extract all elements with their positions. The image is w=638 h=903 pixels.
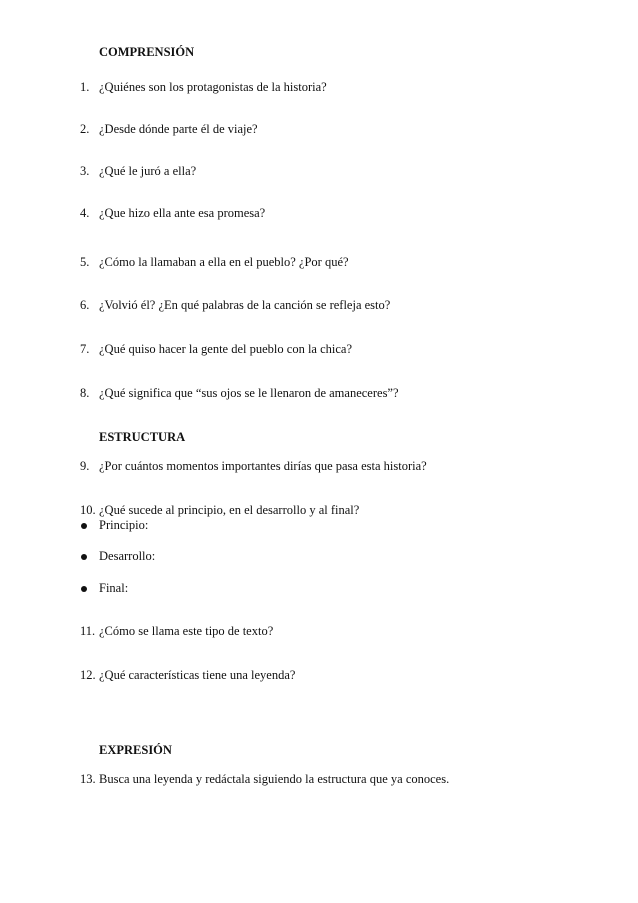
question-5: ¿Cómo la llamaban a ella en el pueblo? ¿Por qué? bbox=[99, 255, 349, 269]
section-heading-comprension: COMPRENSIÓN bbox=[99, 45, 195, 59]
question-number-11: 11. bbox=[80, 624, 96, 638]
question-number-5: 5. bbox=[80, 255, 90, 269]
bullet-icon bbox=[81, 586, 87, 592]
question-3: ¿Qué le juró a ella? bbox=[99, 164, 197, 178]
question-number-12: 12. bbox=[80, 668, 96, 682]
bullet-item-desarrollo: Desarrollo: bbox=[99, 549, 156, 563]
question-8: ¿Qué significa que “sus ojos se le llenaron de amaneceres”? bbox=[99, 386, 399, 400]
question-4: ¿Que hizo ella ante esa promesa? bbox=[99, 206, 266, 220]
bullet-icon bbox=[81, 554, 87, 560]
question-number-13: 13. bbox=[80, 772, 96, 786]
question-10: ¿Qué sucede al principio, en el desarrollo y al final? bbox=[99, 503, 360, 517]
question-number-3: 3. bbox=[80, 164, 90, 178]
section-heading-expresion: EXPRESIÓN bbox=[99, 743, 172, 757]
question-number-6: 6. bbox=[80, 298, 90, 312]
question-number-10: 10. bbox=[80, 503, 96, 517]
question-11: ¿Cómo se llama este tipo de texto? bbox=[99, 624, 274, 638]
question-number-1: 1. bbox=[80, 80, 90, 94]
bullet-icon bbox=[81, 523, 87, 529]
question-number-2: 2. bbox=[80, 122, 90, 136]
question-12: ¿Qué características tiene una leyenda? bbox=[99, 668, 296, 682]
question-number-9: 9. bbox=[80, 459, 90, 473]
bullet-item-final: Final: bbox=[99, 581, 129, 595]
question-1: ¿Quiénes son los protagonistas de la historia? bbox=[99, 80, 327, 94]
question-6: ¿Volvió él? ¿En qué palabras de la canción se refleja esto? bbox=[99, 298, 391, 312]
question-9: ¿Por cuántos momentos importantes dirías que pasa esta historia? bbox=[99, 459, 427, 473]
question-13: Busca una leyenda y redáctala siguiendo la estructura que ya conoces. bbox=[99, 772, 450, 786]
question-2: ¿Desde dónde parte él de viaje? bbox=[99, 122, 258, 136]
question-number-4: 4. bbox=[80, 206, 90, 220]
question-number-8: 8. bbox=[80, 386, 90, 400]
question-7: ¿Qué quiso hacer la gente del pueblo con la chica? bbox=[99, 342, 353, 356]
question-number-7: 7. bbox=[80, 342, 90, 356]
bullet-item-principio: Principio: bbox=[99, 518, 149, 532]
section-heading-estructura: ESTRUCTURA bbox=[99, 430, 186, 444]
